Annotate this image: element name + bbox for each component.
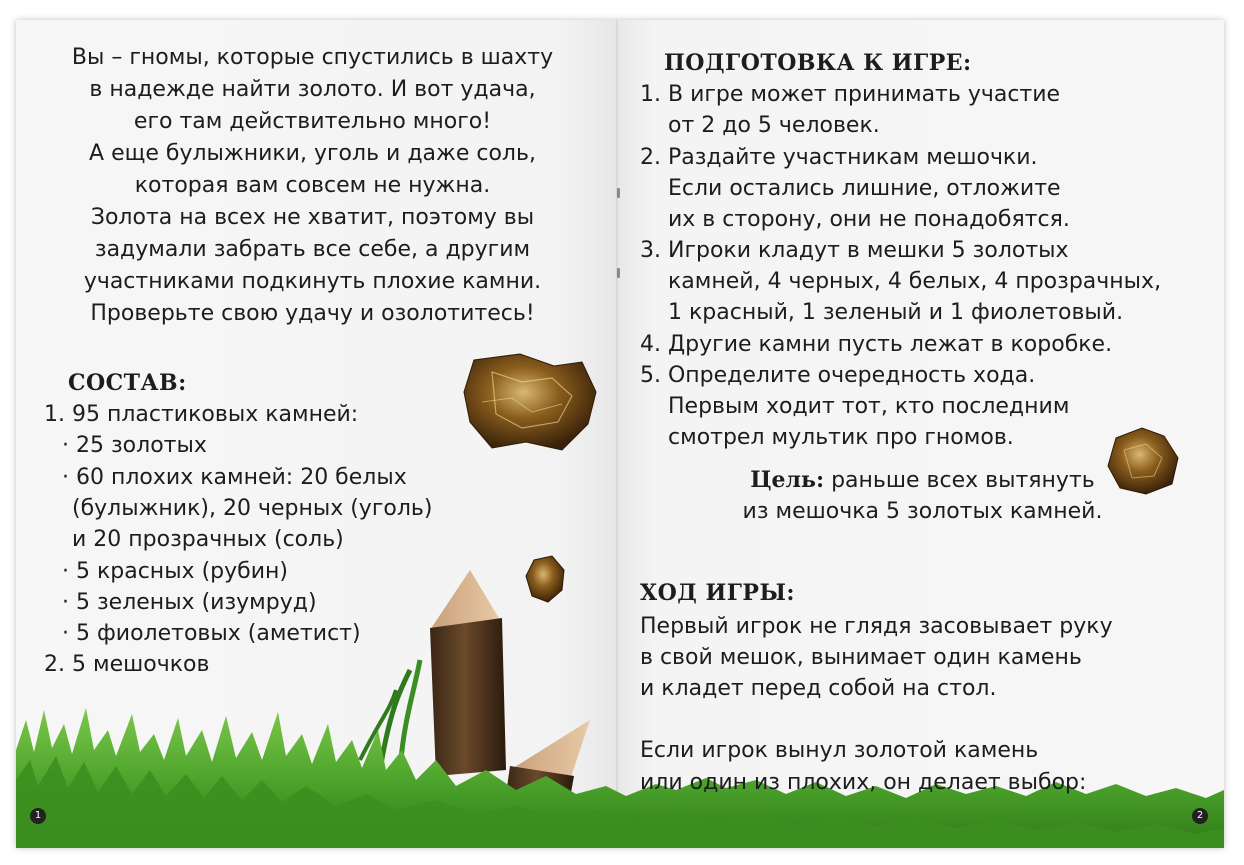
- prep-heading: ПОДГОТОВКА К ИГРЕ:: [664, 50, 972, 76]
- turn-heading: ХОД ИГРЫ:: [640, 580, 796, 606]
- page-number-left: 1: [30, 808, 46, 824]
- goal-line-1: [700, 465, 1145, 496]
- goal-block: [700, 465, 1145, 527]
- composition-item: и 20 прозрачных (соль): [72, 527, 344, 552]
- turn-line: Если игрок вынул золотой камень: [640, 738, 1039, 763]
- intro-line: участниками подкинуть плохие камни.: [83, 269, 542, 294]
- intro-line: которая вам совсем не нужна.: [134, 173, 491, 198]
- prep-item: Первым ходит тот, кто последним: [668, 394, 1070, 419]
- composition-item: · 5 зеленых (изумруд): [62, 590, 317, 615]
- intro-text: [20, 42, 605, 330]
- goal-line-2: из мешочка 5 золотых камней.: [742, 499, 1103, 524]
- composition-item: · 25 золотых: [62, 433, 207, 458]
- large-gold-stone-icon: [462, 352, 602, 454]
- composition-item: 2. 5 мешочков: [44, 652, 210, 677]
- staple-bottom: [617, 268, 620, 278]
- prep-item: Если остались лишние, отложите: [668, 176, 1061, 201]
- prep-item: смотрел мультик про гномов.: [668, 425, 1014, 450]
- prep-item: от 2 до 5 человек.: [668, 113, 880, 138]
- turn-line: и кладет перед собой на стол.: [640, 676, 997, 701]
- composition-item: · 5 красных (рубин): [62, 559, 288, 584]
- page-number-right: 2: [1192, 808, 1208, 824]
- intro-line: в надежде найти золото. И вот удача,: [89, 77, 536, 102]
- prep-item: камней, 4 черных, 4 белых, 4 прозрачных,: [668, 269, 1162, 294]
- intro-line: Проверьте свою удачу и озолотитесь!: [90, 301, 535, 326]
- intro-line: Золота на всех не хватит, поэтому вы: [90, 205, 535, 230]
- intro-line: А еще булыжники, уголь и даже соль,: [89, 141, 536, 166]
- prep-item: 1 красный, 1 зеленый и 1 фиолетовый.: [668, 300, 1124, 325]
- prep-item: 5. Определите очередность хода.: [640, 363, 1036, 388]
- intro-line: задумали забрать все себе, а другим: [94, 237, 531, 262]
- intro-line: Вы – гномы, которые спустились в шахту: [71, 45, 554, 70]
- staple-top: [617, 188, 620, 198]
- composition-item: 1. 95 пластиковых камней:: [44, 402, 359, 427]
- composition-item: (булыжник), 20 черных (уголь): [72, 496, 433, 521]
- goal-text: раньше всех вытянуть: [824, 468, 1095, 493]
- composition-heading: СОСТАВ:: [68, 370, 187, 396]
- prep-item: 4. Другие камни пусть лежат в коробке.: [640, 332, 1113, 357]
- prep-item: 1. В игре может принимать участие: [640, 82, 1061, 107]
- turn-line: в свой мешок, вынимает один камень: [640, 645, 1082, 670]
- composition-item: · 5 фиолетовых (аметист): [62, 621, 361, 646]
- composition-item: · 60 плохих камней: 20 белых: [62, 465, 407, 490]
- intro-line: его там действительно много!: [133, 109, 492, 134]
- goal-label: Цель:: [750, 467, 825, 493]
- prep-item: их в сторону, они не понадобятся.: [668, 207, 1070, 232]
- prep-item: 2. Раздайте участникам мешочки.: [640, 145, 1038, 170]
- turn-line: Первый игрок не глядя засовывает руку: [640, 614, 1113, 639]
- turn-line: или один из плохих, он делает выбор:: [640, 770, 1087, 795]
- prep-item: 3. Игроки кладут в мешки 5 золотых: [640, 238, 1069, 263]
